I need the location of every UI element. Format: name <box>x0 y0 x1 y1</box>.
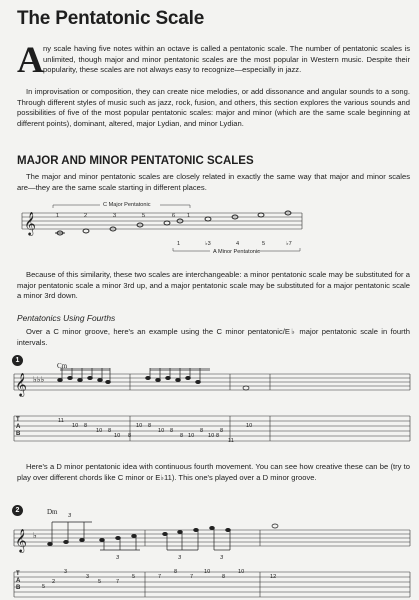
svg-text:3: 3 <box>220 555 224 561</box>
tab2-number: 3 <box>86 574 90 580</box>
treble-clef: 𝄞 <box>15 530 27 552</box>
intro-paragraph-1 <box>43 44 410 76</box>
intro-paragraph-2 <box>17 87 410 129</box>
tab1-number: 8 <box>128 433 132 439</box>
example2-text: Here's a D minor pentatonic idea with continuous fourth movement. You can see how creative these can be (try to play over different chords like C minor or E♭11). This one's played over a D minor groove. <box>17 462 410 482</box>
example2-notation <box>0 520 419 600</box>
tab2-number: 7 <box>158 574 162 580</box>
major-degree-3: 3 <box>113 213 117 219</box>
minor-pentatonic-label: A Minor Pentatonic <box>213 249 260 255</box>
example1-paragraph <box>17 327 410 348</box>
tab1-number: 8 <box>200 428 204 434</box>
scale-figure <box>0 196 419 268</box>
tab2-number: 7 <box>116 579 120 585</box>
minor-degree-1: 1 <box>177 241 181 247</box>
tab2-number: 5 <box>132 574 136 580</box>
svg-text:3: 3 <box>178 555 182 561</box>
key-signature: ♭ <box>33 531 37 540</box>
treble-clef: 𝄞 <box>24 213 36 235</box>
intro-p1-text: ny scale having five notes within an octave is called a pentatonic scale. The number of pentatonic scales is unlimited, though major and minor pentatonic scales are the most popular in Western music. Despite their popularity, these scales are not always easy to recognize—especially in jazz. <box>43 44 410 75</box>
tab1-number: 8 <box>216 433 220 439</box>
minor-degree-3: 4 <box>236 241 240 247</box>
major-degree-5: 6 <box>172 213 176 219</box>
tab1-number: 10 <box>96 428 103 434</box>
example1-text: Over a C minor groove, here's an example using the C minor pentatonic/E♭ major pentatonic scale in fourth intervals. <box>17 327 410 347</box>
tab1-b: B <box>16 431 21 437</box>
tab1-number: 10 <box>246 423 253 429</box>
tab1-number: 11 <box>58 418 64 424</box>
example2-number: 2 <box>12 505 23 516</box>
tab2-number: 7 <box>190 574 194 580</box>
tab2-number: 10 <box>204 569 211 575</box>
drop-cap: A <box>17 40 44 81</box>
tab2-number: 3 <box>64 569 68 575</box>
page-title: The Pentatonic Scale <box>17 8 205 29</box>
tab1-t: T <box>16 417 20 423</box>
example1-number: 1 <box>12 355 23 366</box>
intro-p2-text: In improvisation or composition, they can create nice melodies, or add dissonance and angular sounds to a song. Through different styles of music such as jazz, rock, fusion, and others, this section explores the various sounds and possibilities of five of the most popular pentatonic scales: major and minor (which are the same scale beginning at different points), dominant, altered, major Lydian, and minor Lydian. <box>17 87 410 128</box>
tab2-number: 2 <box>52 579 56 585</box>
section-p1-text: The major and minor pentatonic scales are closely related in exactly the same way that major and minor scales are—they are the same scale starting in different places. <box>17 172 410 192</box>
tab2-t: T <box>16 571 20 577</box>
example2-paragraph <box>17 462 410 483</box>
major-degree-6: 1 <box>187 213 191 219</box>
tab2-number: 5 <box>42 584 46 590</box>
tab2-a: A <box>16 578 21 584</box>
example1-notes <box>58 368 249 390</box>
tab1-number: 10 <box>188 433 195 439</box>
tab1-number: 10 <box>72 423 79 429</box>
tab1-number: 8 <box>180 433 184 439</box>
tab2-number: 8 <box>174 569 178 575</box>
tab1-a: A <box>16 424 21 430</box>
section-heading: MAJOR AND MINOR PENTATONIC SCALES <box>17 155 254 167</box>
section-paragraph-2 <box>17 270 410 302</box>
tab2-number: 10 <box>238 569 245 575</box>
major-degree-2: 2 <box>84 213 88 219</box>
section-p2-text: Because of this similarity, these two scales are interchangeable: a minor pentatonic scale may be substituted for a major pentatonic scale a minor 3rd up, and a major pentatonic scale may be substituted for a major pentatonic scale a minor 3rd down. <box>17 270 410 301</box>
tab1-number: 8 <box>84 423 88 429</box>
key-signature: ♭♭♭ <box>33 375 45 384</box>
tab1-number: 10 <box>208 433 215 439</box>
minor-degree-5: ♭7 <box>286 241 292 247</box>
section-paragraph-1 <box>17 172 410 193</box>
tab2-number: 5 <box>98 579 102 585</box>
tab1-number: 10 <box>158 428 165 434</box>
tab1-number: 8 <box>220 428 224 434</box>
tab1-number: 8 <box>170 428 174 434</box>
tab1-number: 8 <box>148 423 152 429</box>
major-pentatonic-label: C Major Pentatonic <box>103 202 151 208</box>
minor-degree-4: 5 <box>262 241 266 247</box>
tab1-number: 10 <box>136 423 143 429</box>
tab2-b: B <box>16 585 21 591</box>
treble-clef: 𝄞 <box>15 374 27 396</box>
minor-degree-2: ♭3 <box>205 241 211 247</box>
tab1-number: 10 <box>114 433 121 439</box>
major-degree-4: 5 <box>142 213 146 219</box>
tab2-number: 12 <box>270 574 277 580</box>
svg-text:3: 3 <box>116 555 120 561</box>
tab2-number: 8 <box>222 574 226 580</box>
example2-chord: Dm <box>47 508 58 516</box>
triplet-mark: 3 <box>68 513 72 519</box>
major-degree-1: 1 <box>56 213 60 219</box>
subheading: Pentatonics Using Fourths <box>17 313 116 323</box>
example1-chord: Cm <box>57 362 68 370</box>
tab1-number: 11 <box>228 438 234 444</box>
tab1-number: 8 <box>108 428 112 434</box>
